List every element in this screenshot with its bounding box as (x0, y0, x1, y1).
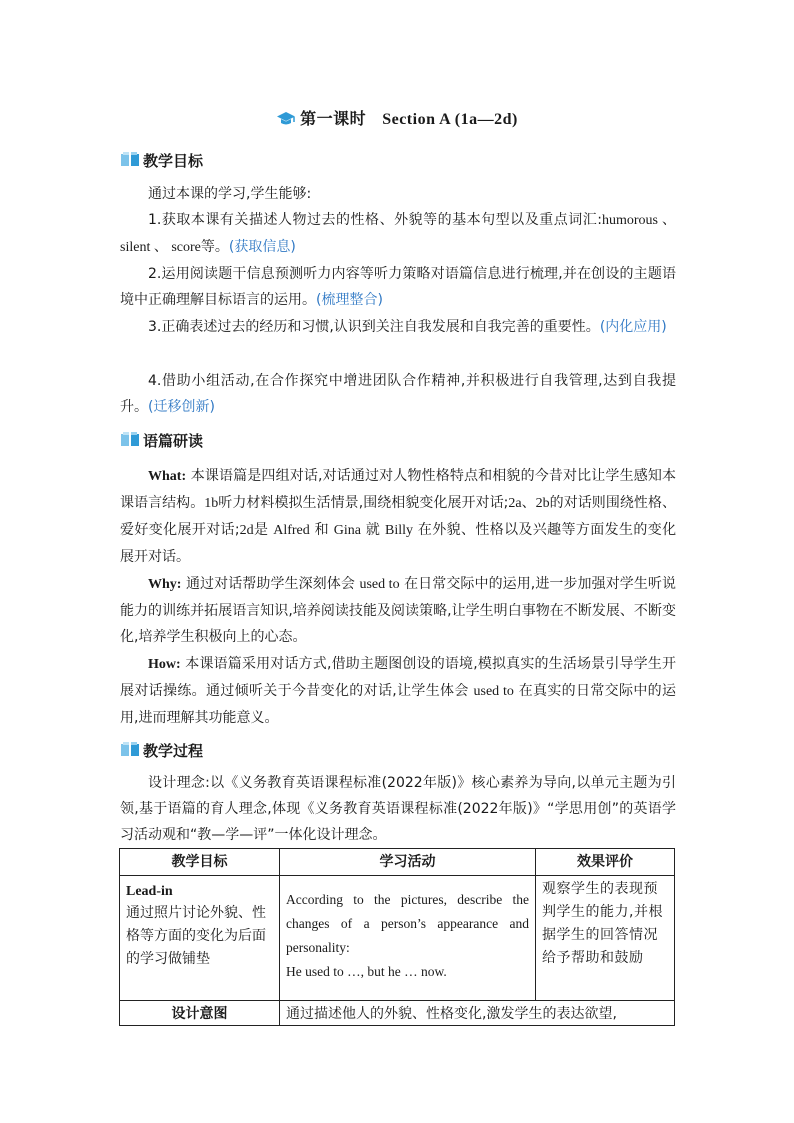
table-row (120, 1001, 675, 1026)
objective-tag: (获取信息) (228, 239, 296, 255)
objectives-intro: 通过本课的学习,学生能够: (148, 186, 312, 202)
intent-text: 通过描述他人的外貌、性格变化,激发学生的表达欲望, (280, 1001, 675, 1026)
graduation-cap-icon (276, 111, 296, 131)
table-header: 教学目标 (120, 849, 280, 876)
book-icon (120, 431, 140, 453)
objectives-heading (120, 150, 203, 173)
evaluation-text: 观察学生的表现预判学生的能力,并根据学生的回答情况给予帮助和鼓励 (542, 881, 663, 966)
intent-label: 设计意图 (120, 1001, 280, 1026)
table-cell-goal (120, 876, 280, 1001)
process-heading (120, 740, 203, 763)
objective-tag: (内化应用) (599, 319, 667, 335)
objective-item-2: 2.运用阅读题干信息预测听力内容等听力策略对语篇信息进行梳理,并在创设的主题语境中正确理解目标语言的运用。(梳理整合) (120, 266, 676, 308)
book-icon (120, 151, 140, 173)
analysis-why: Why: 通过对话帮助学生深刻体会 used to 在日常交际中的运用,进一步加强对学生听说能力的训练并拓展语言知识,培养阅读技能及阅读策略,让学生明白事物在不断发展、不断变化,培养学生积极向上的心态。 (120, 576, 677, 645)
analysis-how: How: 本课语篇采用对话方式,借助主题图创设的语境,模拟真实的生活场景引导学生开展对话操练。通过倾听关于今昔变化的对话,让学生体会 used to 在真实的日常交际中的运用,进而理解其功能意义。 (120, 656, 676, 726)
process-table (119, 848, 675, 1026)
objective-tag: (迁移创新) (148, 399, 215, 415)
table-header-row (120, 849, 675, 876)
design-concept: 设计理念:以《义务教育英语课程标准(2022年版)》核心素养为导向,以单元主题为引领,基于语篇的育人理念,体现《义务教育英语课程标准(2022年版)》“学思用创”的英语学习活动观和“教—学—评”一体化设计理念。 (120, 775, 676, 843)
table-header: 效果评价 (536, 849, 675, 876)
objective-item-4: 4.借助小组活动,在合作探究中增进团队合作精神,并积极进行自我管理,达到自我提升。(迁移创新) (120, 373, 676, 415)
analysis-heading (120, 430, 203, 453)
analysis-what: What: 本课语篇是四组对话,对话通过对人物性格特点和相貌的今昔对比让学生感知本课语言结构。1b听力材料模拟生活情景,围绕相貌变化展开对话;2a、2b的对话则围绕性格、爱好变化展开对话;2d是 Alfred 和 Gina 就 Billy 在外貌、性格以及兴趣等方面发生的变化展开对话。 (120, 468, 677, 565)
stage-label: Lead-in (126, 884, 173, 899)
analysis-heading-text: 语篇研读 (143, 432, 204, 450)
objective-item-3: 3.正确表述过去的经历和习惯,认识到关注自我发展和自我完善的重要性。(内化应用) (148, 319, 667, 335)
objectives-heading-text: 教学目标 (143, 152, 204, 170)
table-row (120, 876, 675, 1001)
lesson-title-en: Section A (1a—2d) (382, 111, 518, 128)
goal-text: 通过照片讨论外貌、性格等方面的变化为后面的学习做铺垫 (126, 905, 266, 967)
activity-text: According to the pictures, describe the changes of a person’s appearance and personality: (286, 892, 529, 955)
table-cell-activity (280, 876, 536, 1001)
lesson-title (0, 106, 794, 131)
objective-tag: (梳理整合) (316, 292, 383, 308)
objective-item-1: 1.获取本课有关描述人物过去的性格、外貌等的基本句型以及重点词汇:humorous 、 silent 、 score等。(获取信息) (120, 212, 676, 255)
table-cell-evaluation (536, 876, 675, 1001)
activity-pattern: He used to …, but he … now. (286, 964, 447, 979)
book-icon (120, 741, 140, 763)
lesson-title-cn: 第一课时 (300, 109, 367, 128)
process-heading-text: 教学过程 (143, 742, 204, 760)
table-header: 学习活动 (280, 849, 536, 876)
